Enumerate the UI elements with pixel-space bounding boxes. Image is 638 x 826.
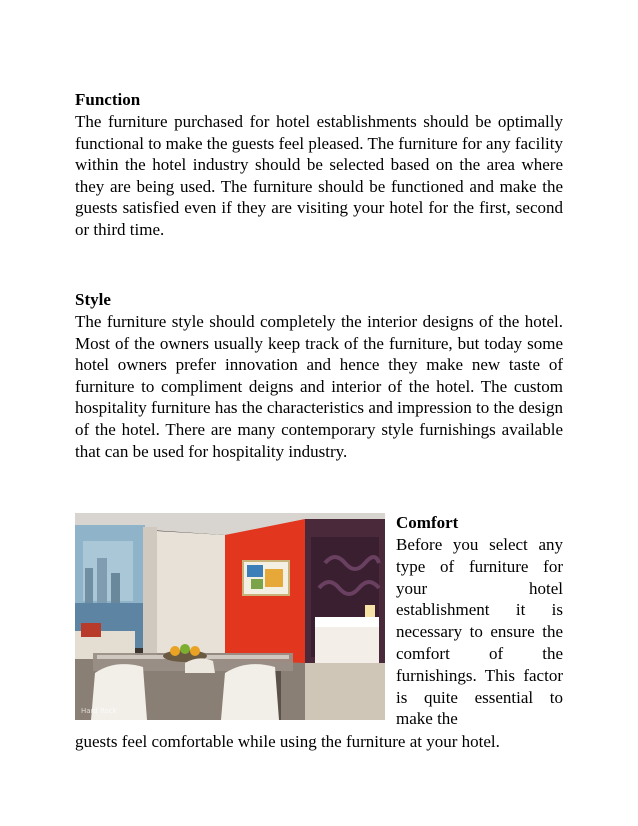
svg-text:Hard Rock: Hard Rock	[81, 707, 117, 715]
comfort-paragraph: Before you select any type of furniture for your hotel establishment it is necessary to ensure the comfort of the furnishings. This factor is quite essential to make the	[396, 535, 563, 729]
function-section	[75, 89, 563, 241]
function-paragraph: The furniture purchased for hotel establishments should be optimally functional to make the guests feel pleased. The furniture for any facility within the hotel industry should be selected based on the area where they are being used. The furniture should be functioned and make the guests satisfied even if they are visiting your hotel for the first, second or third time.	[75, 112, 563, 239]
comfort-heading: Comfort	[396, 513, 459, 532]
style-paragraph: The furniture style should completely the interior designs of the hotel. Most of the owners usually keep track of the furniture, but today some hotel owners prefer innovation and hence they make new taste of furniture to compliment deigns and interior of the hotel. The custom hospitality furniture has the characteristics and impression to the design of the hotel. There are many contemporary style furnishings available that can be used for hospitality industry.	[75, 312, 563, 461]
function-heading: Function	[75, 90, 141, 109]
hotel-room-photo	[75, 513, 385, 720]
style-heading: Style	[75, 290, 111, 309]
comfort-section	[396, 512, 563, 730]
comfort-paragraph-continued: guests feel comfortable while using the furniture at your hotel.	[75, 732, 500, 751]
style-section	[75, 289, 563, 462]
